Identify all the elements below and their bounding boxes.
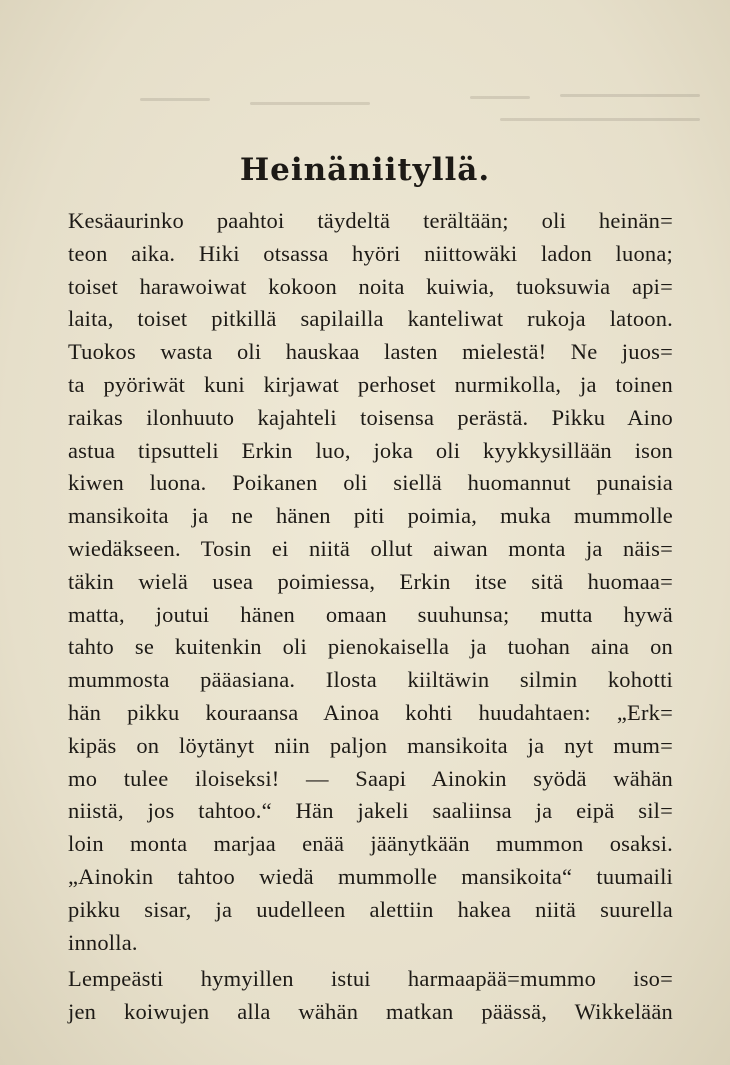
text-line: teon aika. Hiki otsassa hyöri niittowäki ladon luona; (68, 240, 673, 266)
text-line: astua tipsutteli Erkin luo, joka oli kyykkysillään ison (68, 437, 673, 463)
text-line: kiwen luona. Poikanen oli siellä huomannut punaisia (68, 470, 673, 496)
text-line: Lempeästi hymyillen istui harmaapää=mummo iso= (68, 966, 673, 992)
text-line: Tuokos wasta oli hauskaa lasten mielestä! Ne juos= (68, 339, 673, 365)
text-line: pikku sisar, ja uudelleen alettiin hakea niitä suurella (68, 896, 673, 922)
text-line: Kesäaurinko paahtoi täydeltä terältään; oli heinän= (68, 208, 673, 233)
text-line: raikas ilonhuuto kajahteli toisensa perästä. Pikku Aino (68, 404, 673, 430)
text-line: ta pyöriwät kuni kirjawat perhoset nurmikolla, ja toinen (68, 371, 673, 397)
text-line: kipäs on löytänyt niin paljon mansikoita ja nyt mum= (68, 732, 673, 758)
text-line: matta, joutui hänen omaan suuhunsa; mutta hywä (68, 601, 673, 627)
text-line: niistä, jos tahtoo.“ Hän jakeli saaliinsa ja eipä sil= (68, 798, 673, 824)
text-line: laita, toiset pitkillä sapilailla kanteliwat rukoja latoon. (68, 306, 673, 332)
text-line: loin monta marjaa enää jäänytkään mummon osaksi. (68, 831, 673, 857)
text-line: täkin wielä usea poimiessa, Erkin itse sitä huomaa= (68, 568, 673, 594)
text-line: mummosta pääasiana. Ilosta kiiltäwin silmin kohotti (68, 667, 673, 693)
text-line: innolla. (68, 929, 138, 955)
chapter-title: Heinäniityllä. (239, 152, 491, 188)
text-line: mo tulee iloiseksi! — Saapi Ainokin syödä wähän (68, 765, 673, 791)
text-line: mansikoita ja ne hänen piti poimia, muka mummolle (68, 503, 673, 529)
body-text (68, 205, 673, 1029)
text-line: tahto se kuitenkin oli pienokaisella ja tuohan aina on (68, 634, 673, 660)
text-line: jen koiwujen alla wähän matkan päässä, Wikkelään (68, 999, 673, 1025)
text-line: „Ainokin tahtoo wiedä mummolle mansikoita“ tuumaili (68, 863, 673, 889)
text-line: toiset harawoiwat kokoon noita kuiwia, tuoksuwia api= (68, 273, 673, 299)
text-line: wiedäkseen. Tosin ei niitä ollut aiwan monta ja näis= (68, 535, 673, 561)
text-line: hän pikku kouraansa Ainoa kohti huudahtaen: „Erk= (68, 699, 673, 725)
show-through-text (140, 92, 700, 132)
